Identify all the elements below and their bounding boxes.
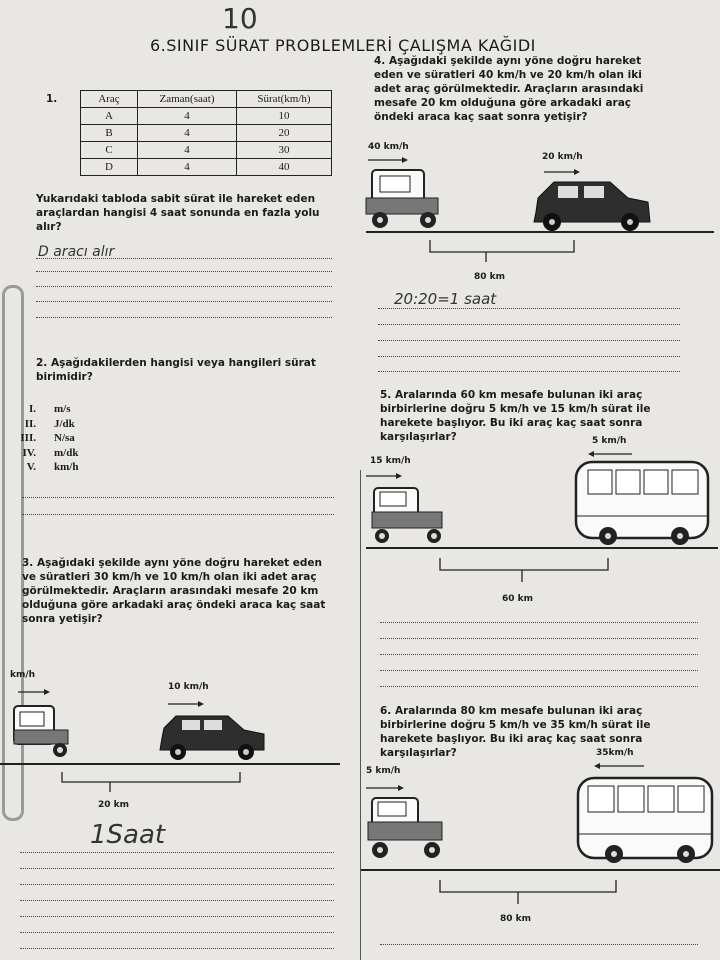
q4-answer: 20:20=1 saat xyxy=(394,290,497,308)
q3-answer: 1Saat xyxy=(90,820,166,850)
table-cell: 40 xyxy=(237,159,332,176)
distance-bracket xyxy=(440,880,616,892)
unit-list xyxy=(6,403,78,476)
answer-line xyxy=(20,852,334,853)
table-row xyxy=(81,159,332,176)
answer-line xyxy=(22,514,334,515)
q1-number: 1. xyxy=(46,93,58,105)
answer-line xyxy=(380,670,698,671)
arrow-head xyxy=(44,689,50,695)
answer-line xyxy=(380,944,698,945)
table-header: Sürat(km/h) xyxy=(237,91,332,108)
q5-diagram xyxy=(362,446,720,596)
table-cell: C xyxy=(81,142,138,159)
q6-right-speed: 35km/h xyxy=(596,748,634,758)
answer-line xyxy=(378,356,680,357)
table-cell: D xyxy=(81,159,138,176)
table-cell: 20 xyxy=(237,125,332,142)
vintage-car-icon xyxy=(366,170,438,228)
bus-icon xyxy=(578,778,712,863)
answer-line xyxy=(378,308,680,309)
q4-right-speed: 20 km/h xyxy=(542,152,583,162)
answer-line xyxy=(380,654,698,655)
answer-line xyxy=(22,497,334,498)
q2-question: 2. Aşağıdakilerden hangisi veya hangileri sürat birimidir? xyxy=(36,357,316,383)
q3-left-speed: km/h xyxy=(10,670,36,680)
vintage-car-icon xyxy=(372,488,442,543)
q5-right-speed: 5 km/h xyxy=(592,436,627,446)
table-row xyxy=(81,108,332,125)
mini-car-icon xyxy=(534,182,650,231)
table-cell: 4 xyxy=(138,142,237,159)
table-header: Zaman(saat) xyxy=(138,91,237,108)
answer-line xyxy=(36,271,332,272)
unit-item: V. km/h xyxy=(26,461,79,473)
answer-line xyxy=(20,884,334,885)
page-title: 6.SINIF SÜRAT PROBLEMLERİ ÇALIŞMA KAĞIDI xyxy=(150,36,536,55)
vintage-car-icon xyxy=(14,706,68,757)
q5-question: 5. Aralarında 60 km mesafe bulunan iki araç birbirlerine doğru 5 km/h ve 15 km/h sürat ile harekete başlıyor. Bu iki araç kaç saat sonra karşılaşırlar? xyxy=(380,389,651,443)
answer-line xyxy=(380,686,698,687)
vintage-car-icon xyxy=(368,798,442,858)
table-row xyxy=(81,125,332,142)
unit-item: IV. m/dk xyxy=(22,446,79,459)
arrow-head xyxy=(198,701,204,707)
table-cell: 4 xyxy=(138,125,237,142)
unit-item: II. J/dk xyxy=(24,417,75,430)
answer-line xyxy=(380,638,698,639)
q6-distance: 80 km xyxy=(500,914,532,924)
speed-table xyxy=(80,90,332,176)
q5-distance: 60 km xyxy=(502,594,534,604)
answer-line xyxy=(36,317,332,318)
q4-diagram xyxy=(362,150,720,280)
table-cell: 10 xyxy=(237,108,332,125)
table-row xyxy=(81,142,332,159)
distance-bracket xyxy=(440,558,608,570)
answer-line xyxy=(36,286,332,287)
answer-line xyxy=(380,622,698,623)
q3-diagram xyxy=(0,678,340,818)
answer-line xyxy=(36,301,332,302)
q1-answer: D aracı alır xyxy=(38,244,115,260)
distance-bracket xyxy=(62,772,240,782)
q6-diagram xyxy=(360,758,720,908)
answer-line xyxy=(20,948,334,949)
answer-line xyxy=(378,371,680,372)
q5-left-speed: 15 km/h xyxy=(370,456,411,466)
answer-line xyxy=(20,868,334,869)
table-header: Araç xyxy=(81,91,138,108)
answer-line xyxy=(36,258,332,259)
q6-left-speed: 5 km/h xyxy=(366,766,401,776)
answer-line xyxy=(378,340,680,341)
distance-bracket xyxy=(430,240,574,252)
column-divider xyxy=(360,470,361,960)
q4-distance: 80 km xyxy=(474,272,506,282)
answer-line xyxy=(20,900,334,901)
q3-question: 3. Aşağıdaki şekilde aynı yöne doğru hareket eden ve süratleri 30 km/h ve 10 km/h olan iki adet araç görülmektedir. Araçların arasındaki mesafe 20 km olduğuna göre arkadaki araç öndeki araca kaç saat sonra yetişir? xyxy=(22,557,326,625)
q6-question: 6. Aralarında 80 km mesafe bulunan iki araç birbirlerine doğru 5 km/h ve 35 km/h sürat ile harekete başlıyor. Bu iki araç kaç saat sonra karşılaşırlar? xyxy=(380,705,651,759)
handwritten-page-number: 10 xyxy=(222,2,258,35)
unit-item: I. m/s xyxy=(28,403,71,415)
mini-car-icon xyxy=(160,716,264,760)
answer-line xyxy=(20,932,334,933)
answer-line xyxy=(378,324,680,325)
q3-right-speed: 10 km/h xyxy=(168,682,209,692)
bus-icon xyxy=(576,462,708,545)
unit-item: III. N/sa xyxy=(20,432,75,444)
table-cell: B xyxy=(81,125,138,142)
table-cell: 30 xyxy=(237,142,332,159)
q3-distance: 20 km xyxy=(98,800,130,810)
table-cell: 4 xyxy=(138,108,237,125)
q4-left-speed: 40 km/h xyxy=(368,142,409,152)
table-cell: 4 xyxy=(138,159,237,176)
answer-line xyxy=(20,916,334,917)
table-cell: A xyxy=(81,108,138,125)
q1-question: Yukarıdaki tabloda sabit sürat ile hareket eden araçlardan hangisi 4 saat sonunda en fazla yolu alır? xyxy=(36,193,320,233)
q4-question: 4. Aşağıdaki şekilde aynı yöne doğru hareket eden ve süratleri 40 km/h ve 20 km/h olan iki adet araç görülmektedir. Araçların arasındaki mesafe 20 km olduğuna göre arkadaki araç öndeki araca kaç saat sonra yetişir? xyxy=(374,55,644,123)
